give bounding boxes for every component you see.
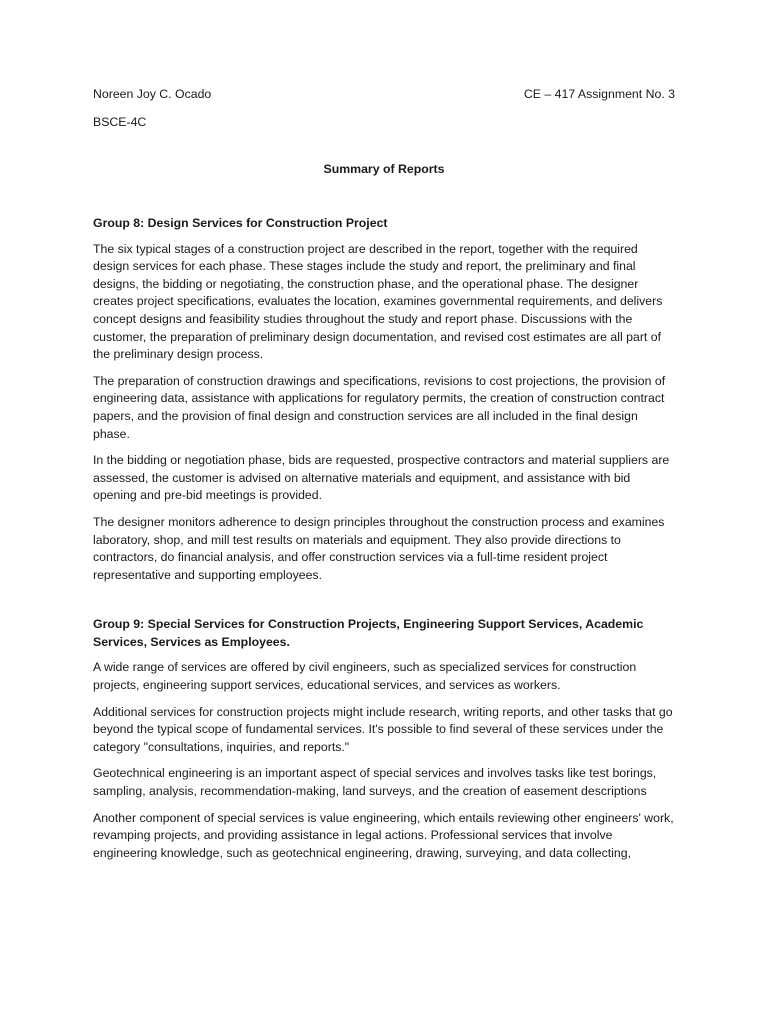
header-row [93,86,675,106]
group-8-section [93,215,675,584]
document-title: Summary of Reports [323,162,445,176]
group-8-paragraph-3: In the bidding or negotiation phase, bids are requested, prospective contractors and material suppliers are assessed, the customer is advised on alternative materials and equipment, and assistance with bid opening and pre-bid meetings is provided. [93,453,670,503]
group-8-paragraph-2: The preparation of construction drawings and specifications, revisions to cost projections, the provision of engineering data, assistance with applications for regulatory permits, the creation of construction contract papers, and the provision of final design and construction services are all included in the final design phase. [93,373,666,441]
group-9-paragraph-2: Additional services for construction projects might include research, writing reports, and other tasks that go beyond the typical scope of fundamental services. It's possible to find several of these services under the category "consultations, inquiries, and reports." [93,704,673,754]
author-name: Noreen Joy C. Ocado [93,87,212,101]
group-8-paragraph-4: The designer monitors adherence to design principles throughout the construction process and examines laboratory, shop, and mill test results on materials and equipment. They also provide directions to contractors, do financial analysis, and offer construction services via a full-time resident project representative and supporting employees. [93,514,665,582]
group-8-heading: Group 8: Design Services for Construction Project [93,216,388,230]
document-content [93,86,675,871]
course-assignment: CE – 417 Assignment No. 3 [523,87,675,101]
group-9-paragraph-4: Another component of special services is value engineering, which entails reviewing other engineers' work, revamping projects, and providing assistance in legal actions. Professional services that involve engineering knowledge, such as geotechnical engineering, drawing, surveying, and data collecting, [93,810,674,860]
section-label: BSCE-4C [93,115,147,129]
group-9-section [93,616,675,862]
group-9-paragraph-1: A wide range of services are offered by civil engineers, such as specialized services for construction projects, engineering support services, educational services, and services as workers. [93,660,637,693]
group-9-paragraph-3: Geotechnical engineering is an important aspect of special services and involves tasks like test borings, sampling, analysis, recommendation-making, land surveys, and the creation of easement descriptions [93,766,657,799]
group-9-heading: Group 9: Special Services for Construction Projects, Engineering Support Services, Academic Services, Services as Employees. [93,617,644,649]
group-8-paragraph-1: The six typical stages of a construction project are described in the report, together with the required design services for each phase. These stages include the study and report, the preliminary and final designs, the bidding or negotiating, the construction phase, and the operational phase. The designer creates project specifications, evaluates the location, examines governmental requirements, and delivers concept designs and feasibility studies throughout the study and report phase. Discussions with the customer, the preparation of preliminary design documentation, and revised cost estimates are all part of the preliminary design process. [93,241,663,362]
